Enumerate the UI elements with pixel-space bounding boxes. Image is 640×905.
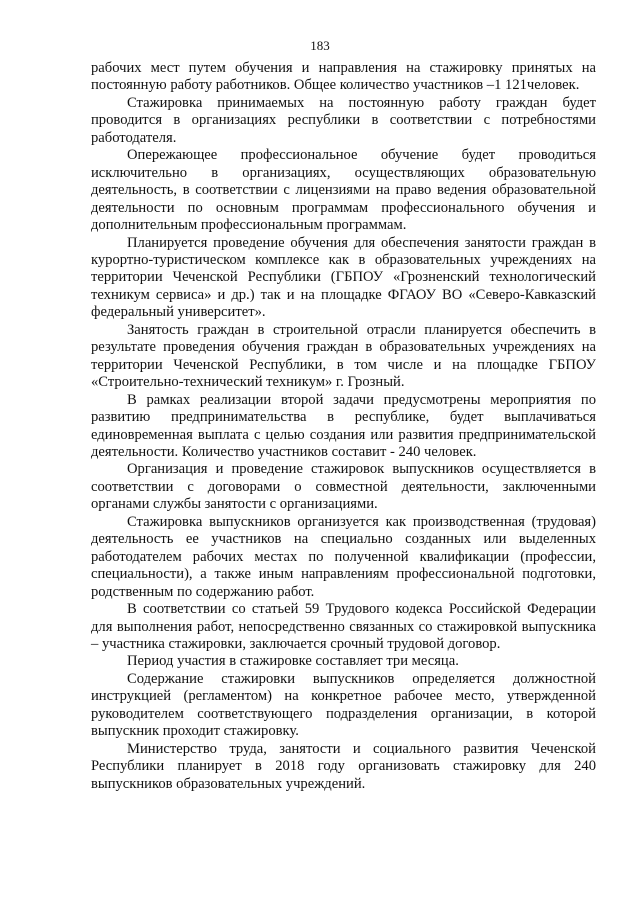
paragraph: Планируется проведение обучения для обеспечения занятости граждан в курортно-туристическом комплексе как в образовательных учреждениях на территории Чеченской Республики (ГБПОУ «Грозненский технологический техникум сервиса» и др.) так и на площадке ФГАОУ ВО «Северо-Кавказский федеральный университет».	[91, 234, 596, 321]
page-number: 183	[310, 38, 330, 53]
paragraph: Содержание стажировки выпускников определяется должностной инструкцией (регламентом) на конкретное рабочее место, утвержденной руководителем соответствующего подразделения организации, в которой выпускник проходит стажировку.	[91, 670, 596, 740]
paragraph: Министерство труда, занятости и социального развития Чеченской Республики планирует в 2018 году организовать стажировку для 240 выпускников образовательных учреждений.	[91, 740, 596, 792]
paragraph: Организация и проведение стажировок выпускников осуществляется в соответствии с договорами о совместной деятельности, заключенными органами службы занятости с организациями.	[91, 461, 596, 513]
paragraph: В рамках реализации второй задачи предусмотрены мероприятия по развитию предпринимательства в республике, будет выплачиваться единовременная выплата с целью создания или развития предпринимательской деятельности. Количество участников составит - 240 человек.	[91, 391, 596, 460]
paragraph: Период участия в стажировке составляет три месяца.	[127, 653, 459, 670]
paragraph: Стажировка выпускников организуется как производственная (трудовая) деятельность ее участников на специально созданных или выделенных работодателем рабочих местах по полученной квалификации (профессии, специальности), а также иным направлениям профессиональной подготовки, родственным по содержанию работ.	[91, 513, 596, 600]
paragraph: В соответствии со статьей 59 Трудового кодекса Российской Федерации для выполнения работ, непосредственно связанных со стажировкой выпускника – участника стажировки, заключается срочный трудовой договор.	[91, 601, 596, 652]
paragraph: Стажировка принимаемых на постоянную работу граждан будет проводится в организациях республики в соответствии с потребностями работодателя.	[91, 94, 596, 146]
paragraph: рабочих мест путем обучения и направления на стажировку принятых на постоянную работу работников. Общее количество участников –1 121человек.	[91, 60, 596, 94]
paragraph: Опережающее профессиональное обучение будет проводиться исключительно в организациях, осуществляющих образовательную деятельность, в соответствии с лицензиями на право ведения образовательной деятельности по основным программам профессионального обучения и дополнительным профессиональным программам.	[91, 147, 596, 234]
document-body	[91, 60, 596, 793]
paragraph: Занятость граждан в строительной отрасли планируется обеспечить в результате проведения обучения граждан в образовательных учреждениях на территории Чеченской Республики, в том числе и на площадке ГБПОУ «Строительно-технический техникум» г. Грозный.	[91, 321, 596, 391]
